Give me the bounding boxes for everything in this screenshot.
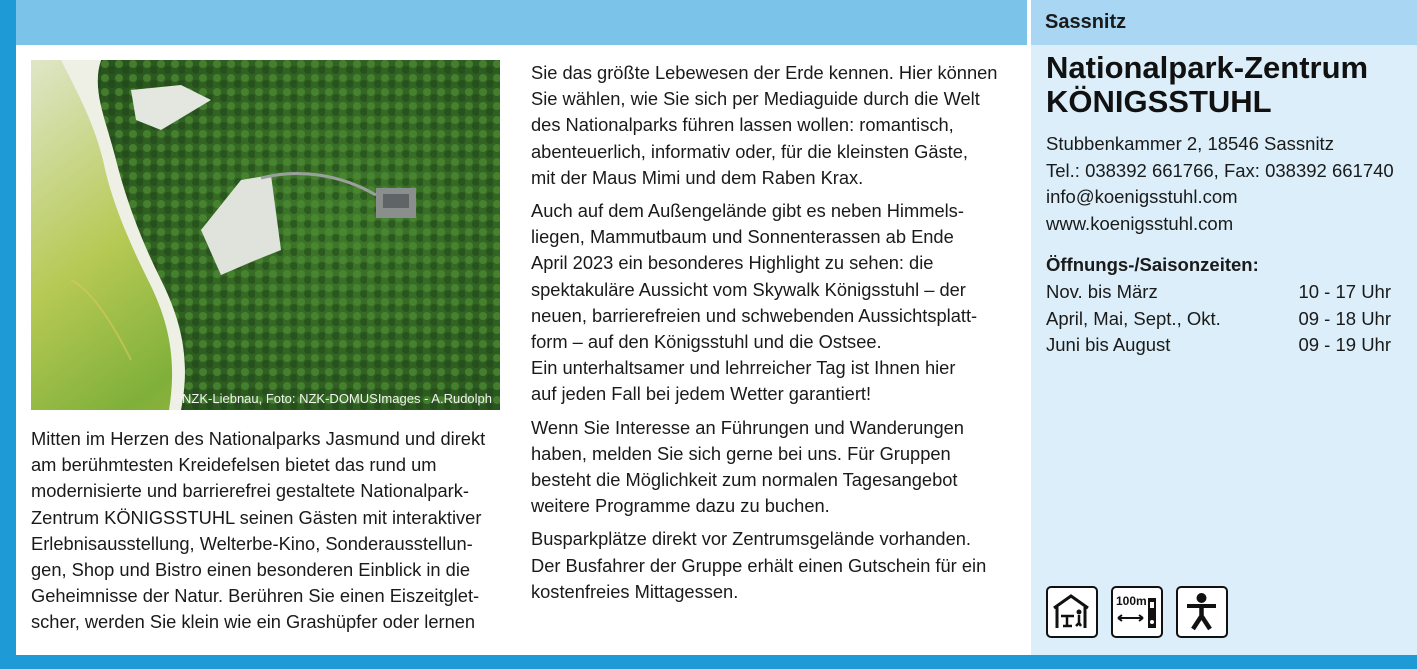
hours-row [1046,279,1391,306]
text-line: mit der Maus Mimi und dem Raben Krax. [531,166,864,188]
opening-hours-table [1046,279,1391,359]
title-line-2: KÖNIGSSTUHL [1046,84,1272,119]
text-line: haben, melden Sie sich gerne bei uns. Für Gruppen [531,442,951,464]
accessible-person-icon [1176,586,1228,638]
text-line: weitere Programme dazu zu buchen. [531,495,830,517]
amenity-icons [1046,586,1228,638]
text-line: spektakuläre Aussicht vom Skywalk Königsstuhl – der [531,278,966,300]
text-line: Ein unterhaltsamer und lehrreicher Tag ist Ihnen hier [531,357,956,379]
text-line: Geheimnisse der Natur. Berühren Sie einen Eiszeitglet- [31,585,480,607]
website-link[interactable]: www.koenigsstuhl.com [1046,212,1234,234]
address-text: Stubbenkammer 2, 18546 Sassnitz [1046,133,1334,154]
hours-season: Nov. bis März [1046,281,1158,302]
text-line: Der Busfahrer der Gruppe erhält einen Gutschein für ein [531,554,987,576]
distance-100m-icon [1111,586,1163,638]
text-line: Busparkplätze direkt vor Zentrumsgelände vorhanden. [531,528,972,550]
bottom-accent-bar [0,655,1417,669]
aerial-photo [31,60,500,410]
hours-time: 09 - 19 Uhr [1298,334,1391,355]
text-line: Sie wählen, wie Sie sich per Mediaguide durch die Welt [531,88,980,110]
hours-season: Juni bis August [1046,334,1171,355]
paragraph-bus [531,526,1011,605]
distance-label: 100m [1116,594,1147,608]
text-line: scher, werden Sie klein wie ein Grashüpfer oder lernen [31,611,476,633]
left-accent-bar [0,0,16,669]
text-line: Erlebnisausstellung, Welterbe-Kino, Sonderausstellun- [31,532,473,554]
text-line: Zentrum KÖNIGSSTUHL seinen Gästen mit interaktiver [31,506,482,528]
title-line-1: Nationalpark-Zentrum [1046,50,1369,85]
contact-block [1046,131,1394,237]
text-line: modernisierte und barrierefrei gestaltete Nationalpark- [31,480,469,502]
paragraph-mediaguide [531,60,1011,191]
text-line: des Nationalparks führen lassen wollen: romantisch, [531,114,954,136]
body-text-column [531,60,1011,612]
text-line: kostenfreies Mittagessen. [531,580,739,602]
phone-text: Tel.: 038392 661766, Fax: 038392 661740 [1046,159,1394,181]
text-line: abenteuerlich, informativ oder, für die kleinsten Gäste, [531,140,968,162]
covered-picnic-icon [1046,586,1098,638]
top-color-band [16,0,1027,45]
text-line: gen, Shop und Bistro einen besonderen Einblick in die [31,559,471,581]
text-line: Auch auf dem Außengelände gibt es neben Himmels- [531,200,964,222]
hours-heading: Öffnungs-/Saisonzeiten: [1046,254,1259,275]
text-line: neuen, barrierefreien und schwebenden Aussichtsplatt- [531,304,978,326]
hours-row [1046,306,1391,333]
hours-time: 10 - 17 Uhr [1298,281,1391,302]
paragraph-skywalk [531,198,1011,408]
region-label: Sassnitz [1045,11,1127,33]
paragraph-tours [531,415,1011,520]
intro-text-column [31,426,506,636]
text-line: Wenn Sie Interesse an Führungen und Wanderungen [531,416,964,438]
text-line: April 2023 ein besonderes Highlight zu sehen: die [531,252,934,274]
email-link[interactable]: info@koenigsstuhl.com [1046,186,1238,207]
hours-season: April, Mai, Sept., Okt. [1046,307,1221,329]
text-line: Sie das größte Lebewesen der Erde kennen. Hier können [531,62,998,83]
sidebar-header [1031,0,1417,45]
text-line: auf jeden Fall bei jedem Wetter garantiert! [531,383,872,405]
text-line: am berühmtesten Kreidefelsen bietet das rund um [31,454,437,476]
hours-row [1046,332,1391,359]
venue-title [1046,51,1368,119]
text-line: form – auf den Königsstuhl und die Ostsee. [531,331,882,353]
text-line: Mitten im Herzen des Nationalparks Jasmund und direkt [31,428,486,449]
text-line: liegen, Mammutbaum und Sonnenterassen ab Ende [531,226,954,248]
hours-time: 09 - 18 Uhr [1298,307,1391,329]
photo-credit: ©NZK-Liebnau, Foto: NZK-DOMUSImages - A.Rudolph [172,391,492,406]
text-line: besteht die Möglichkeit zum normalen Tagesangebot [531,469,958,491]
